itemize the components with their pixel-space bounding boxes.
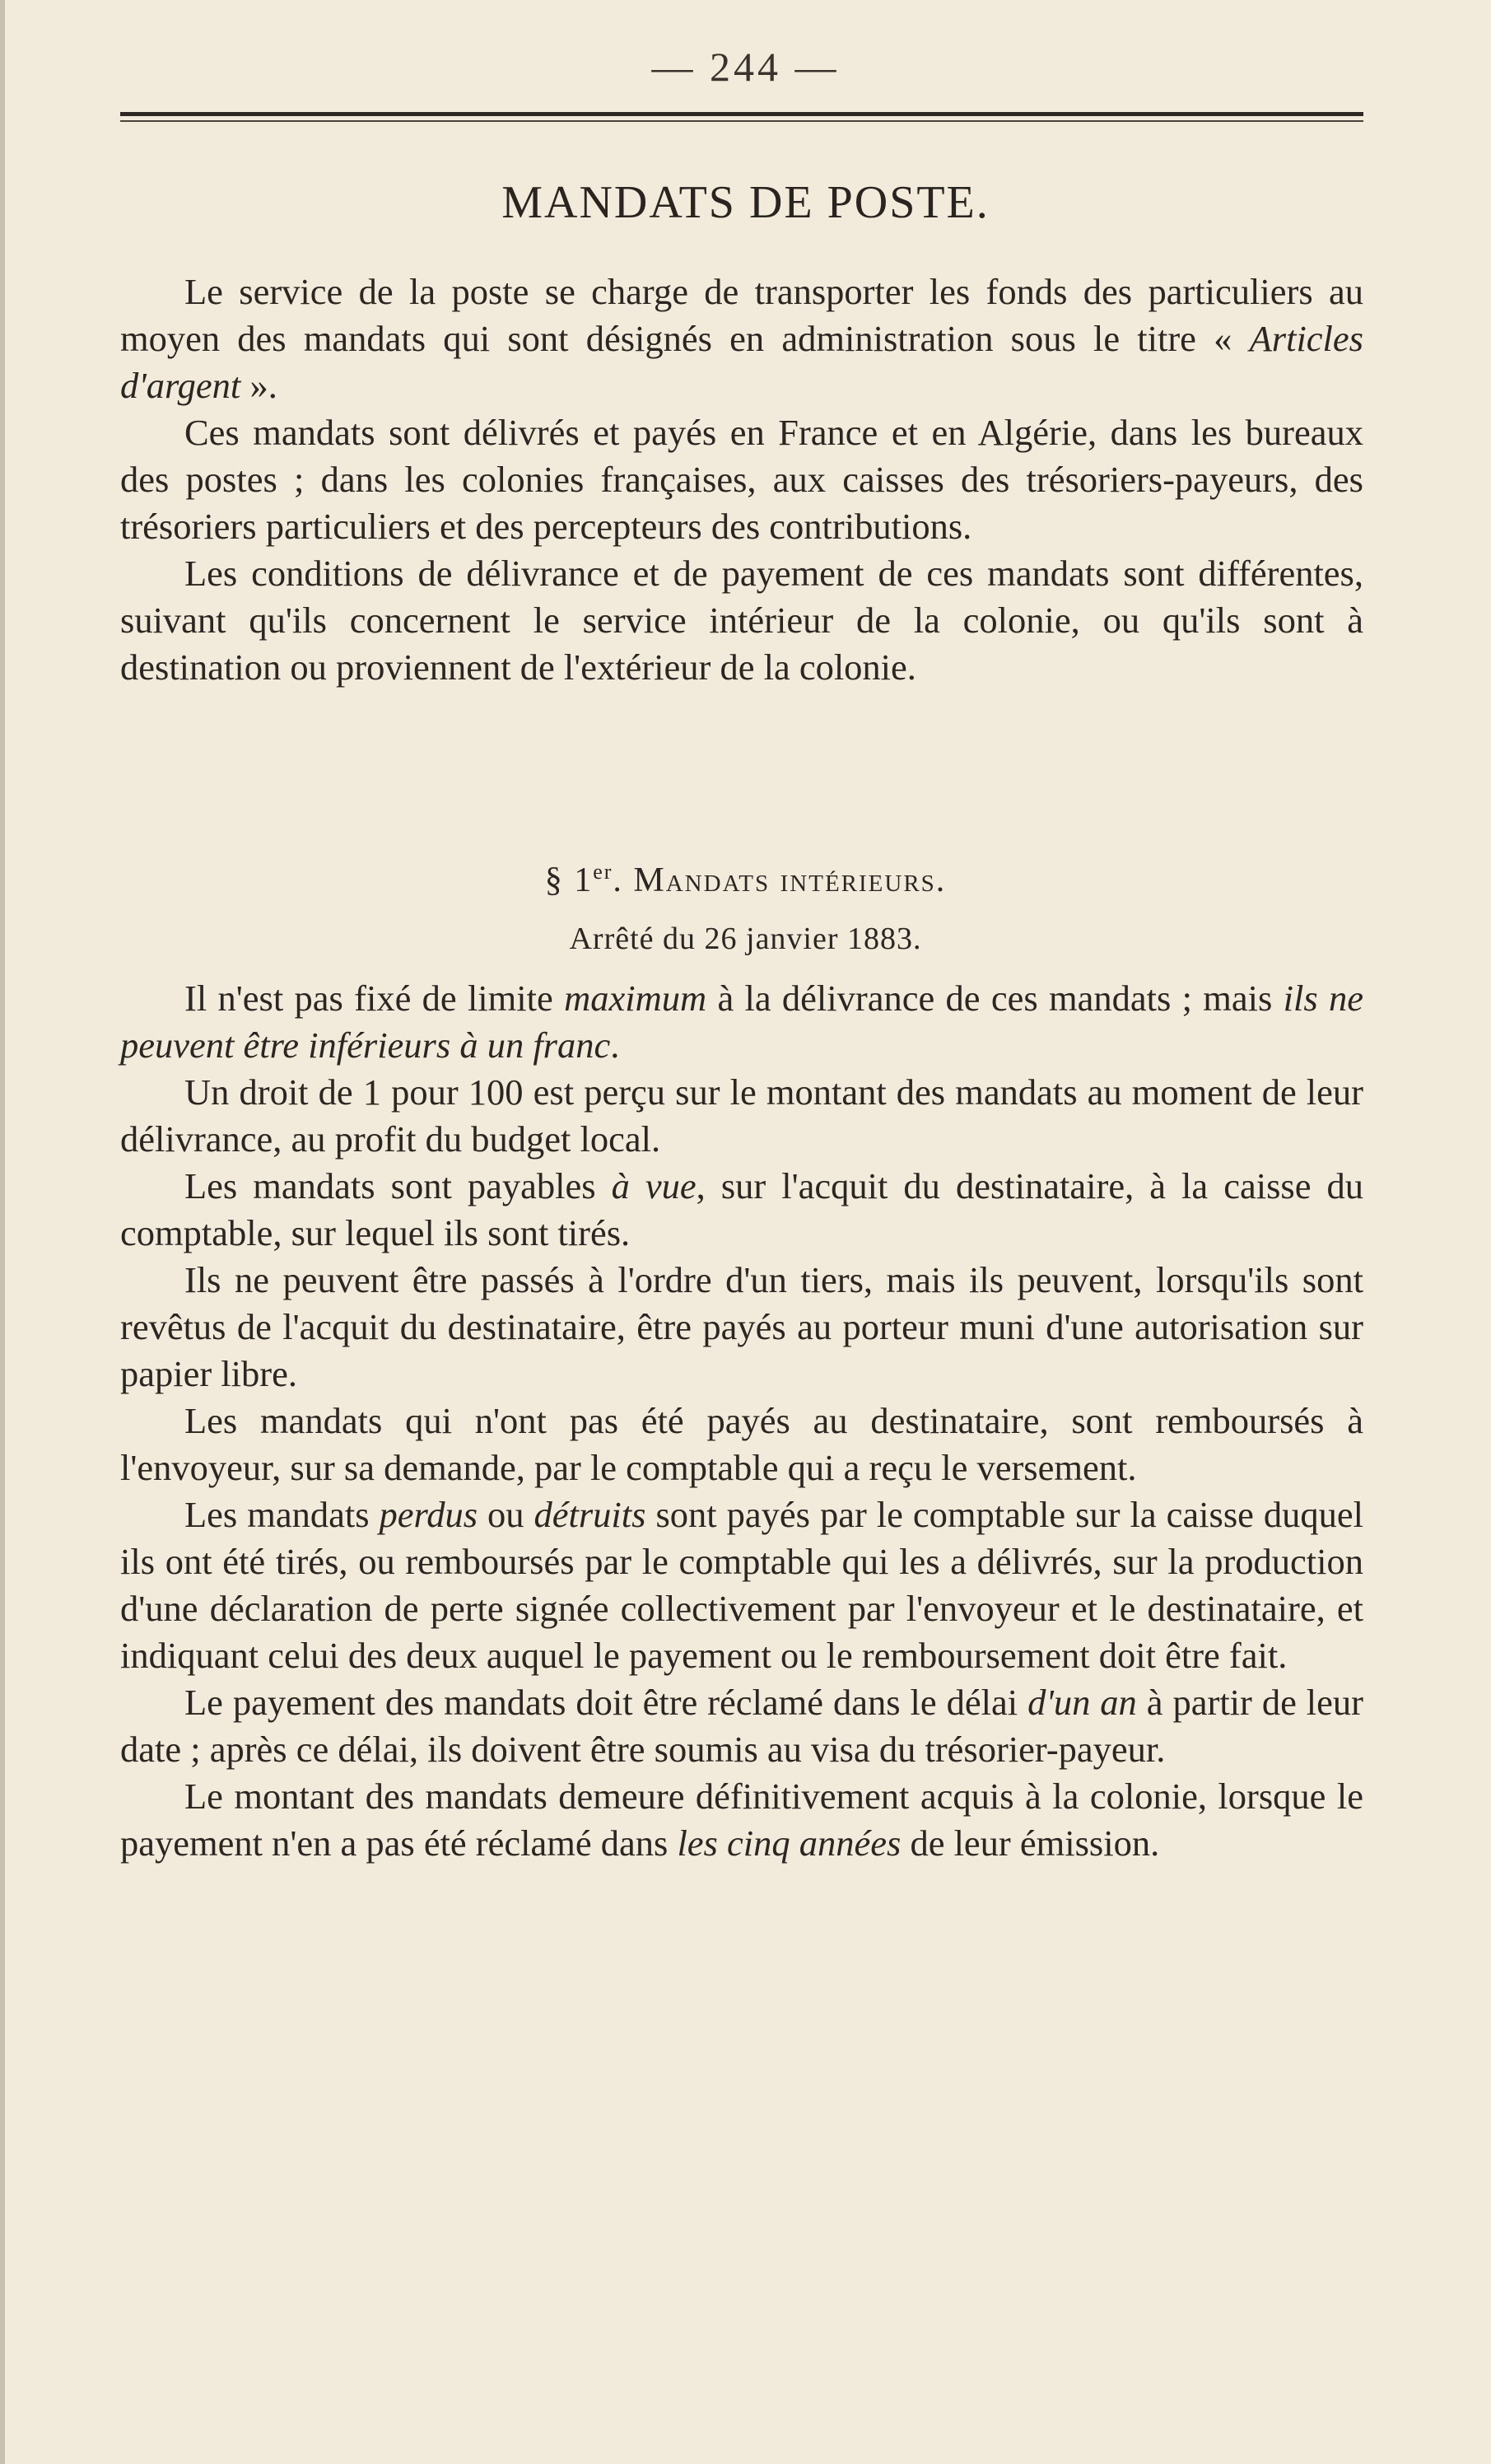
page-number: — 244 — [651, 44, 840, 90]
header-rule [120, 110, 1363, 124]
header-rule-thick [120, 112, 1363, 116]
paragraph: Les mandats perdus ou détruits sont payés par le comptable sur la caisse duquel ils ont été tirés, ou remboursés par le comptable qui les a délivrés, sur la production d'une déclaration de perte signée collectivement par l'envoyeur et le destinataire, et indiquant celui des deux auquel le payement ou le remboursement doit être fait. [120, 1494, 1363, 1676]
page-edge [0, 0, 5, 2464]
paragraph: Le payement des mandats doit être réclamé dans le délai d'un an à partir de leur date ; après ce délai, ils doivent être soumis au visa du trésorier-payeur. [120, 1682, 1363, 1770]
paragraph: Un droit de 1 pour 100 est perçu sur le montant des mandats au moment de leur délivrance, au profit du budget local. [120, 1071, 1363, 1160]
chapter-heading: MANDATS DE POSTE. [501, 177, 990, 228]
section-heading: § 1er. Mandats intérieurs. [544, 860, 947, 899]
paragraph: Les mandats qui n'ont pas été payés au destinataire, sont remboursés à l'envoyeur, sur sa demande, par le comptable qui a reçu le versement. [120, 1400, 1363, 1488]
paragraph: Ils ne peuvent être passés à l'ordre d'un tiers, mais ils peuvent, lorsqu'ils sont revêtus de l'acquit du destinataire, être payés au porteur muni d'une autorisation sur papier libre. [120, 1259, 1363, 1394]
paragraph: Le montant des mandats demeure définitivement acquis à la colonie, lorsque le payement n'en a pas été réclamé dans les cinq années de leur émission. [120, 1776, 1363, 1864]
body-text [120, 975, 1363, 1867]
paragraph: Il n'est pas fixé de limite maximum à la délivrance de ces mandats ; mais ils ne peuvent être inférieurs à un franc. [120, 978, 1363, 1066]
header-rule-thin [120, 120, 1363, 122]
paragraph: Ces mandats sont délivrés et payés en France et en Algérie, dans les bureaux des postes ; dans les colonies françaises, aux caisses des trésoriers-payeurs, des trésoriers particuliers et des percepteurs des contributions. [120, 412, 1363, 547]
intro-text [120, 268, 1363, 691]
paragraph: Le service de la poste se charge de transporter les fonds des particuliers au moyen des mandats qui sont désignés en administration sous le titre « Articles d'argent ». [120, 271, 1363, 406]
decree-reference: Arrêté du 26 janvier 1883. [569, 922, 922, 956]
paragraph: Les conditions de délivrance et de payement de ces mandats sont différentes, suivant qu'ils concernent le service intérieur de la colonie, ou qu'ils sont à destination ou proviennent de l'extérieur de la colonie. [120, 553, 1363, 688]
paragraph: Les mandats sont payables à vue, sur l'acquit du destinataire, à la caisse du comptable, sur lequel ils sont tirés. [120, 1165, 1363, 1253]
